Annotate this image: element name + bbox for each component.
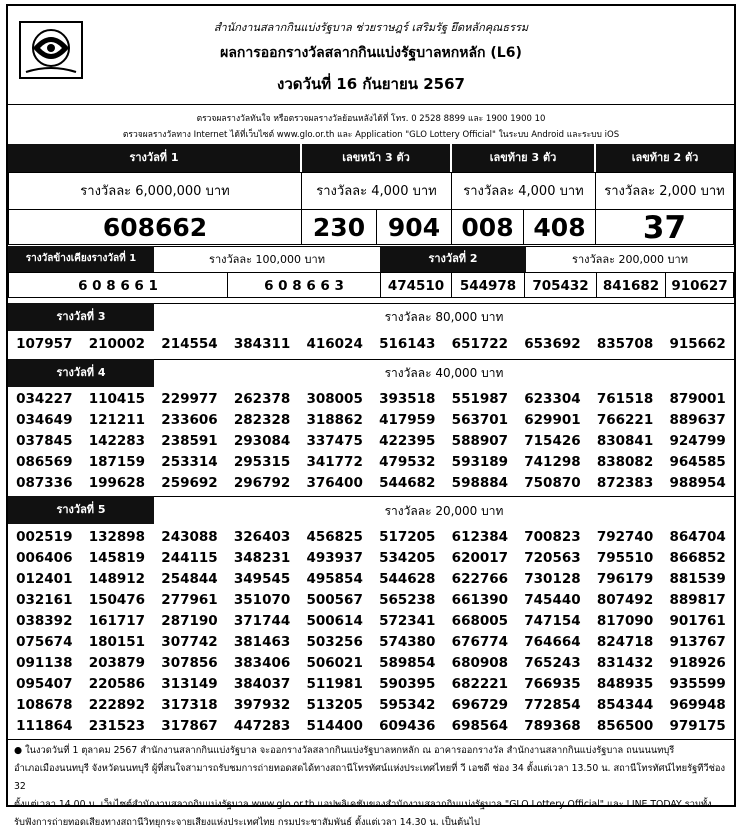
footer-line: ตั้งแต่เวลา 14.00 น. เว็บไซต์สำนักงานสลากกินแบ่งรัฐบาล www.glo.or.th แอปพลิเคชันของสำนักงานสลากกินแบ่งรัฐบาล "GLO Lottery Official" และ LINE TODAY รวมทั้ง: [14, 799, 712, 810]
front3-amount: รางวัลละ 4,000 บาท: [301, 172, 452, 210]
footer-line: ในงวดวันที่ 1 ตุลาคม 2567 สำนักงานสลากกินแบ่งรัฐบาล จะออกรางวัลสลากกินแบ่งรัฐบาลหกหลัก ณ อาคารออกรางวัล สำนักงานสลากกินแบ่งรัฐบาล ถนนนนทบุรี: [25, 745, 675, 756]
prize5-number: 676774: [451, 634, 509, 650]
prize5-number: 145819: [88, 550, 146, 566]
prize4-amount: รางวัลละ 40,000 บาท: [384, 366, 504, 380]
prize3-number: 915662: [669, 336, 726, 352]
prize5-number: 682221: [451, 676, 509, 692]
prize4-number: 295315: [233, 454, 291, 470]
agency-motto: สำนักงานสลากกินแบ่งรัฐบาล ช่วยราษฎร์ เสริมรัฐ ยึดหลักคุณธรรม: [213, 21, 529, 34]
prize4-number: 761518: [596, 391, 654, 407]
prize5-number: 091138: [16, 655, 73, 671]
prize5-number: 795510: [596, 550, 654, 566]
prize5-number: 889817: [669, 592, 726, 608]
prize5-number: 789368: [524, 718, 581, 734]
prize5-number: 612384: [451, 529, 509, 545]
prize5-number: 287190: [161, 613, 218, 629]
prize1-number: 608662: [8, 209, 302, 245]
prize4-number: 110415: [88, 391, 146, 407]
prize4-number: 034649: [16, 412, 73, 428]
prize5-number: 307742: [161, 634, 218, 650]
prize5-number: 506021: [306, 655, 363, 671]
prize5-amount: รางวัลละ 20,000 บาท: [384, 504, 504, 518]
prize3-grid: [8, 334, 734, 355]
prize5-number: 622766: [451, 571, 509, 587]
prize5-number: 243088: [161, 529, 218, 545]
prize5-number: 979175: [669, 718, 726, 734]
prize5-number: 854344: [596, 697, 654, 713]
prize5-number: 565238: [379, 592, 436, 608]
prize4-number: 830841: [596, 433, 654, 449]
back2-number: 37: [595, 209, 734, 245]
prize5-number: 765243: [524, 655, 581, 671]
prize5-row: [8, 695, 734, 716]
prize5-number: 161717: [88, 613, 146, 629]
back3-amount: รางวัลละ 4,000 บาท: [451, 172, 596, 210]
prize4-number: 588907: [451, 433, 509, 449]
prize5-number: 864704: [669, 529, 726, 545]
prize4-number: 544682: [379, 475, 436, 491]
prize5-number: 807492: [596, 592, 654, 608]
prize4-number: 121211: [88, 412, 146, 428]
prize5-number: 150476: [88, 592, 146, 608]
prize5-number: 574380: [379, 634, 436, 650]
prize2-number: 474510: [380, 272, 452, 298]
prize4-number: 034227: [16, 391, 73, 407]
prize3-number: 653692: [524, 336, 581, 352]
prize5-row: [8, 716, 734, 737]
prize5-number: 317867: [161, 718, 218, 734]
prize5-number: 792740: [596, 529, 654, 545]
prize5-row: [8, 527, 734, 548]
prize4-number: 563701: [451, 412, 509, 428]
prize5-row: [8, 674, 734, 695]
front3-number: 230: [301, 209, 377, 245]
prize4-number: 308005: [306, 391, 363, 407]
prize4-number: 838082: [596, 454, 654, 470]
prize5-number: 901761: [669, 613, 726, 629]
prize5-row: [8, 632, 734, 653]
prize2-number: 705432: [524, 272, 597, 298]
prize5-number: 620017: [451, 550, 509, 566]
prize5-number: 848935: [596, 676, 654, 692]
prize5-number: 456825: [306, 529, 363, 545]
prize5-number: 383406: [233, 655, 291, 671]
prize3-label: รางวัลที่ 3: [8, 303, 154, 331]
prize5-number: 348231: [233, 550, 291, 566]
prize4-number: 142283: [88, 433, 146, 449]
prize5-number: 038392: [16, 613, 73, 629]
prize5-number: 918926: [669, 655, 726, 671]
prize5-number: 500567: [306, 592, 363, 608]
prize4-number: 087336: [16, 475, 73, 491]
prize4-number: 253314: [161, 454, 218, 470]
prize4-number: 988954: [669, 475, 726, 491]
prize4-number: 623304: [524, 391, 581, 407]
prize4-number: 233606: [161, 412, 218, 428]
prize5-number: 817090: [596, 613, 654, 629]
prize5-number: 307856: [161, 655, 218, 671]
prize5-number: 503256: [306, 634, 363, 650]
front3-number: 904: [376, 209, 452, 245]
prize5-number: 220586: [88, 676, 146, 692]
prize5-number: 831432: [596, 655, 654, 671]
prize4-number: 598884: [451, 475, 509, 491]
prize5-number: 866852: [669, 550, 726, 566]
prize4-number: 296792: [233, 475, 291, 491]
prize5-number: 493937: [306, 550, 363, 566]
prize5-number: 095407: [16, 676, 73, 692]
prize5-number: 313149: [161, 676, 218, 692]
prize5-number: 381463: [233, 634, 291, 650]
prize4-row: [8, 389, 734, 410]
lottery-result-sheet: [6, 4, 736, 828]
prize3-number: 516143: [379, 336, 436, 352]
prize5-number: 700823: [524, 529, 581, 545]
prize5-number: 514400: [306, 718, 363, 734]
near-prize-label: รางวัลข้างเคียงรางวัลที่ 1: [8, 246, 154, 272]
prize5-row: [8, 590, 734, 611]
footer-line: รับฟังการถ่ายทอดเสียงทางสถานีวิทยุกระจายเสียงแห่งประเทศไทย กรมประชาสัมพันธ์ ตั้งแต่เวลา 14.30 น. เป็นต้นไป: [14, 817, 481, 828]
near-prize-number: 6 0 8 6 6 1: [8, 272, 228, 298]
prize5-number: 730128: [524, 571, 581, 587]
prize5-row: [8, 548, 734, 569]
near-prize-number: 6 0 8 6 6 3: [227, 272, 381, 298]
prize2-number: 544978: [451, 272, 525, 298]
prize5-number: 012401: [16, 571, 73, 587]
prize4-number: 750870: [524, 475, 581, 491]
prize4-number: 964585: [669, 454, 726, 470]
prize4-number: 393518: [379, 391, 436, 407]
prize5-number: 108678: [16, 697, 73, 713]
prize5-number: 384037: [233, 676, 291, 692]
front3-label: เลขหน้า 3 ตัว: [302, 144, 450, 172]
prize5-number: 495854: [306, 571, 363, 587]
prize5-number: 661390: [451, 592, 509, 608]
prize4-number: 086569: [16, 454, 73, 470]
check-info-phone: ตรวจผลรางวัลทันใจ หรือตรวจผลรางวัลย้อนหลังได้ที่ โทร. 0 2528 8899 และ 1900 1900 10: [196, 114, 546, 124]
prize4-number: 229977: [161, 391, 218, 407]
prize5-number: 513205: [306, 697, 363, 713]
prize5-number: 326403: [233, 529, 291, 545]
prize5-number: 317318: [161, 697, 218, 713]
prize4-number: 259692: [161, 475, 218, 491]
prize5-number: 397932: [233, 697, 291, 713]
prize5-number: 032161: [16, 592, 73, 608]
prize5-number: 589854: [379, 655, 436, 671]
prize4-row: [8, 431, 734, 452]
prize5-number: 720563: [524, 550, 581, 566]
prize5-grid: [8, 527, 734, 737]
prize5-number: 935599: [669, 676, 726, 692]
prize5-number: 856500: [596, 718, 654, 734]
prize5-number: 696729: [451, 697, 509, 713]
prize4-number: 715426: [524, 433, 581, 449]
prize4-number: 551987: [451, 391, 509, 407]
prize5-number: 500614: [306, 613, 363, 629]
prize5-number: 132898: [88, 529, 146, 545]
back3-label: เลขท้าย 3 ตัว: [452, 144, 594, 172]
prize1-amount: รางวัลละ 6,000,000 บาท: [8, 172, 302, 210]
prize5-number: 913767: [669, 634, 726, 650]
prize4-number: 479532: [379, 454, 436, 470]
prize5-row: [8, 611, 734, 632]
prize5-number: 747154: [524, 613, 581, 629]
prize5-number: 244115: [161, 550, 218, 566]
header: [8, 6, 734, 105]
back3-number: 408: [523, 209, 596, 245]
prize4-number: 293084: [233, 433, 291, 449]
prize4-number: 199628: [88, 475, 146, 491]
prize5-number: 203879: [88, 655, 146, 671]
prize4-number: 238591: [161, 433, 218, 449]
prize3-number: 107957: [16, 336, 73, 352]
prize4-number: 337475: [306, 433, 363, 449]
prize5-row: [8, 653, 734, 674]
prize5-number: 254844: [161, 571, 218, 587]
prize4-grid: [8, 389, 734, 494]
prize5-number: 824718: [596, 634, 654, 650]
prize2-amount: รางวัลละ 200,000 บาท: [526, 246, 734, 272]
prize4-number: 417959: [379, 412, 436, 428]
prize4-number: 262378: [233, 391, 291, 407]
prize5-number: 534205: [379, 550, 436, 566]
prize5-number: 745440: [524, 592, 581, 608]
prize4-number: 741298: [524, 454, 581, 470]
prize5-number: 544628: [379, 571, 436, 587]
back2-label: เลขท้าย 2 ตัว: [596, 144, 734, 172]
prize4-number: 341772: [306, 454, 363, 470]
prize3-number: 210002: [88, 336, 146, 352]
draw-date: งวดวันที่ 16 กันยายน 2567: [277, 75, 465, 93]
prize4-number: 766221: [596, 412, 654, 428]
prize5-number: 222892: [88, 697, 146, 713]
prize5-number: 231523: [88, 718, 146, 734]
prize4-number: 924799: [669, 433, 726, 449]
prize5-number: 969948: [669, 697, 726, 713]
prize5-number: 371744: [233, 613, 291, 629]
prize4-number: 879001: [669, 391, 726, 407]
prize4-number: 376400: [306, 475, 363, 491]
prize3-number: 835708: [596, 336, 654, 352]
prize4-row: [8, 473, 734, 494]
prize4-number: 889637: [669, 412, 726, 428]
prize5-number: 881539: [669, 571, 726, 587]
prize5-number: 006406: [16, 550, 73, 566]
back3-number: 008: [451, 209, 524, 245]
prize4-number: 422395: [379, 433, 436, 449]
prize3-amount: รางวัลละ 80,000 บาท: [384, 310, 504, 324]
prize5-label: รางวัลที่ 5: [8, 496, 154, 524]
prize5-number: 148912: [88, 571, 146, 587]
prize4-number: 318862: [306, 412, 363, 428]
prize4-row: [8, 410, 734, 431]
prize1-label: รางวัลที่ 1: [8, 144, 300, 172]
prize3-number: 384311: [233, 336, 291, 352]
prize4-row: [8, 452, 734, 473]
prize5-number: 002519: [16, 529, 73, 545]
prize5-number: 764664: [524, 634, 581, 650]
prize4-label: รางวัลที่ 4: [8, 359, 154, 387]
check-info-internet: ตรวจผลรางวัลทาง Internet ได้ที่เว็บไซต์ www.glo.or.th และ Application "GLO Lottery Official" ในระบบ Android และระบบ iOS: [122, 130, 620, 140]
prize4-number: 282328: [233, 412, 291, 428]
prize5-number: 796179: [596, 571, 654, 587]
prize5-number: 111864: [16, 718, 73, 734]
prize5-row: [8, 569, 734, 590]
prize3-number: 651722: [451, 336, 509, 352]
prize5-number: 349545: [233, 571, 291, 587]
prize2-number: 841682: [596, 272, 666, 298]
bullet-icon: ●: [14, 745, 23, 756]
prize5-number: 351070: [233, 592, 291, 608]
prize4-number: 872383: [596, 475, 654, 491]
prize4-number: 187159: [88, 454, 146, 470]
prize5-number: 511981: [306, 676, 363, 692]
prize4-number: 629901: [524, 412, 581, 428]
prize4-number: 593189: [451, 454, 509, 470]
prize5-number: 180151: [88, 634, 146, 650]
footer-line: อำเภอเมืองนนทบุรี จังหวัดนนทบุรี ผู้ที่สนใจสามารถรับชมการถ่ายทอดสดได้ทางสถานีโทรทัศน์แห่งประเทศไทยที่ วี เอชดี ช่อง 34 ตั้งแต่เวลา 13.50 น. สถานีโทรทัศน์ไทยรัฐทีวีช่อง 32: [14, 763, 725, 792]
prize5-number: 772854: [524, 697, 581, 713]
prize5-number: 572341: [379, 613, 436, 629]
prize5-number: 075674: [16, 634, 73, 650]
near-prize-amount: รางวัลละ 100,000 บาท: [154, 246, 380, 272]
back2-amount: รางวัลละ 2,000 บาท: [595, 172, 734, 210]
prize4-number: 037845: [16, 433, 73, 449]
prize3-number: 214554: [161, 336, 218, 352]
prize3-number: 416024: [306, 336, 363, 352]
prize5-number: 609436: [379, 718, 436, 734]
prize2-label: รางวัลที่ 2: [380, 246, 526, 272]
footer-notice: [14, 742, 730, 832]
prize5-number: 680908: [451, 655, 509, 671]
prize5-number: 595342: [379, 697, 436, 713]
prize5-number: 447283: [233, 718, 291, 734]
prize5-number: 590395: [379, 676, 436, 692]
prize5-number: 277961: [161, 592, 218, 608]
prize5-number: 766935: [524, 676, 581, 692]
prize5-number: 698564: [451, 718, 509, 734]
page-title: ผลการออกรางวัลสลากกินแบ่งรัฐบาลหกหลัก (L6): [220, 45, 522, 61]
prize5-number: 517205: [379, 529, 436, 545]
prize2-number: 910627: [665, 272, 734, 298]
prize5-number: 668005: [451, 613, 509, 629]
